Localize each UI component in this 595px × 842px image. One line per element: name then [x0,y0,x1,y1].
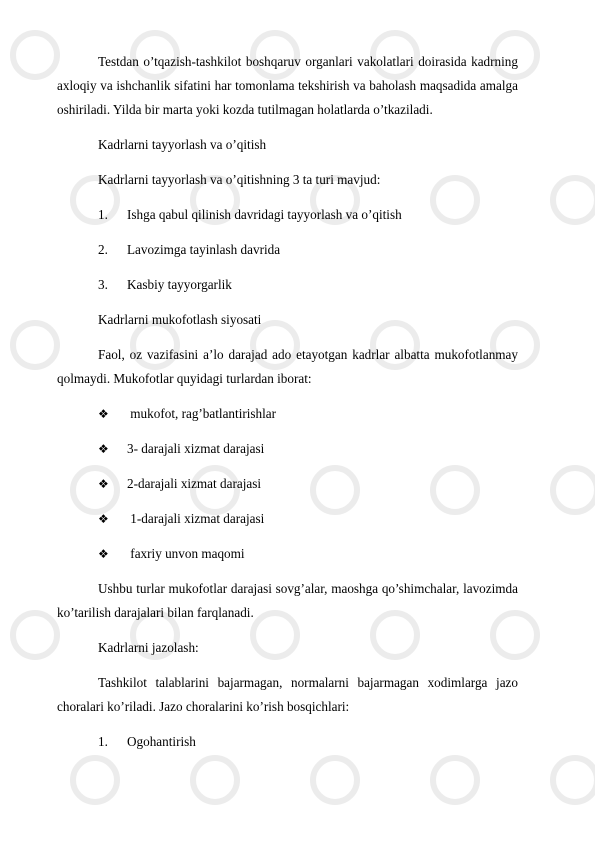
diamond-bullet-icon: ❖ [98,442,109,456]
list-item [57,203,518,227]
paragraph-reward-note: Ushbu turlar mukofotlar darajasi sovg’alar, maoshga qo’shimchalar, lavozimda ko’tarilish darajalari bilan farqlanadi. [57,581,518,620]
bullet-item-text: mukofot, rag’batlantirishlar [127,406,277,421]
bullet-item [57,472,518,496]
paragraph-training-intro: Kadrlarni tayyorlash va o’qitishning 3 ta turi mavjud: [98,172,381,187]
list-number: 1. [98,734,108,749]
list-item [57,273,518,297]
heading-reward: Kadrlarni mukofotlash siyosati [98,312,262,327]
bullet-item-text: 1-darajali xizmat darajasi [127,511,265,526]
paragraph-testing: Testdan o’tqazish-tashkilot boshqaruv organlari vakolatlari doirasida kadrning axloqiy va ishchanlik sifatini har tomonlama tekshirish va baholash maqsadida amalga oshiriladi. Yilda bir marta yoki kozda tutilmagan holatlarda o’tkaziladi. [57,54,518,117]
bullet-item [57,542,518,566]
list-item-text: Ishga qabul qilinish davridagi tayyorlash va o’qitish [127,207,402,222]
diamond-bullet-icon: ❖ [98,477,109,491]
paragraph-penalty-intro: Tashkilot talablarini bajarmagan, normalarni bajarmagan xodimlarga jazo choralari ko’riladi. Jazo choralarini ko’rish bosqichlari: [57,675,518,714]
heading-penalty: Kadrlarni jazolash: [98,640,199,655]
bullet-item-text: 3- darajali xizmat darajasi [127,441,265,456]
diamond-bullet-icon: ❖ [98,547,109,561]
document-body [57,50,518,765]
list-number: 1. [98,207,108,222]
bullet-item-text: faxriy unvon maqomi [127,546,245,561]
bullet-item [57,402,518,426]
bullet-item-text: 2-darajali xizmat darajasi [127,476,262,491]
heading-training: Kadrlarni tayyorlash va o’qitish [98,137,267,152]
diamond-bullet-icon: ❖ [98,407,109,421]
paragraph-reward-intro: Faol, oz vazifasini a’lo darajad ado etayotgan kadrlar albatta mukofotlanmay qolmaydi. Mukofotlar quyidagi turlardan iborat: [57,347,518,386]
list-number: 3. [98,277,108,292]
list-item [57,238,518,262]
list-number: 2. [98,242,108,257]
list-item-text: Kasbiy tayyorgarlik [127,277,232,292]
list-item-text: Ogohantirish [127,734,196,749]
list-item-text: Lavozimga tayinlash davrida [127,242,281,257]
bullet-item [57,437,518,461]
list-item [57,730,518,754]
diamond-bullet-icon: ❖ [98,512,109,526]
bullet-item [57,507,518,531]
